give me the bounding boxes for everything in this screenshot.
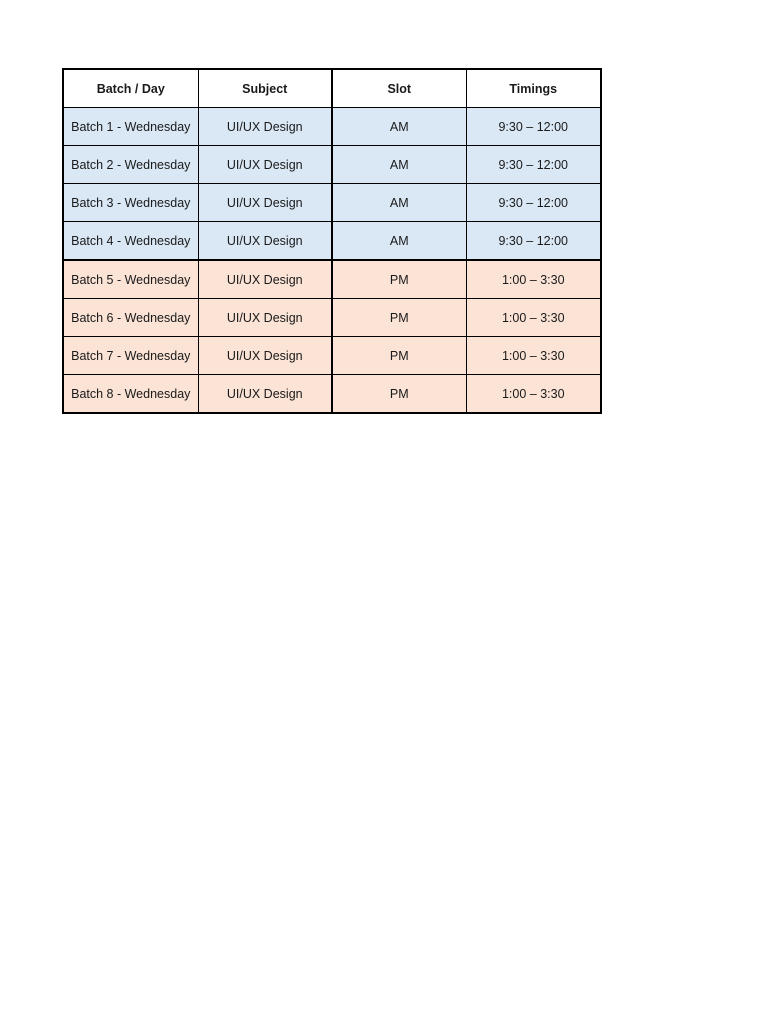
header-timings: Timings	[466, 69, 601, 108]
cell-subject: UI/UX Design	[198, 299, 332, 337]
header-row	[63, 69, 601, 108]
cell-batch: Batch 4 - Wednesday	[63, 222, 198, 261]
cell-subject: UI/UX Design	[198, 222, 332, 261]
cell-timings: 9:30 – 12:00	[466, 146, 601, 184]
table-row	[63, 222, 601, 261]
header-subject: Subject	[198, 69, 332, 108]
cell-subject: UI/UX Design	[198, 260, 332, 299]
cell-subject: UI/UX Design	[198, 146, 332, 184]
cell-slot: PM	[332, 260, 466, 299]
schedule-table	[62, 68, 602, 414]
cell-slot: PM	[332, 375, 466, 414]
cell-subject: UI/UX Design	[198, 337, 332, 375]
cell-timings: 1:00 – 3:30	[466, 299, 601, 337]
cell-slot: PM	[332, 299, 466, 337]
cell-batch: Batch 7 - Wednesday	[63, 337, 198, 375]
cell-slot: AM	[332, 222, 466, 261]
cell-batch: Batch 1 - Wednesday	[63, 108, 198, 146]
cell-slot: AM	[332, 146, 466, 184]
cell-timings: 9:30 – 12:00	[466, 222, 601, 261]
table-row	[63, 375, 601, 414]
cell-timings: 1:00 – 3:30	[466, 337, 601, 375]
cell-timings: 9:30 – 12:00	[466, 184, 601, 222]
table-row	[63, 260, 601, 299]
spreadsheet-page	[62, 68, 602, 414]
table-row	[63, 108, 601, 146]
header-batch-day: Batch / Day	[63, 69, 198, 108]
cell-slot: AM	[332, 184, 466, 222]
cell-timings: 1:00 – 3:30	[466, 260, 601, 299]
table-row	[63, 184, 601, 222]
cell-batch: Batch 8 - Wednesday	[63, 375, 198, 414]
table-row	[63, 299, 601, 337]
header-slot: Slot	[332, 69, 466, 108]
cell-subject: UI/UX Design	[198, 184, 332, 222]
table-row	[63, 337, 601, 375]
cell-timings: 1:00 – 3:30	[466, 375, 601, 414]
cell-batch: Batch 6 - Wednesday	[63, 299, 198, 337]
cell-batch: Batch 2 - Wednesday	[63, 146, 198, 184]
cell-slot: AM	[332, 108, 466, 146]
cell-timings: 9:30 – 12:00	[466, 108, 601, 146]
cell-slot: PM	[332, 337, 466, 375]
cell-batch: Batch 5 - Wednesday	[63, 260, 198, 299]
cell-subject: UI/UX Design	[198, 375, 332, 414]
cell-subject: UI/UX Design	[198, 108, 332, 146]
cell-batch: Batch 3 - Wednesday	[63, 184, 198, 222]
table-row	[63, 146, 601, 184]
